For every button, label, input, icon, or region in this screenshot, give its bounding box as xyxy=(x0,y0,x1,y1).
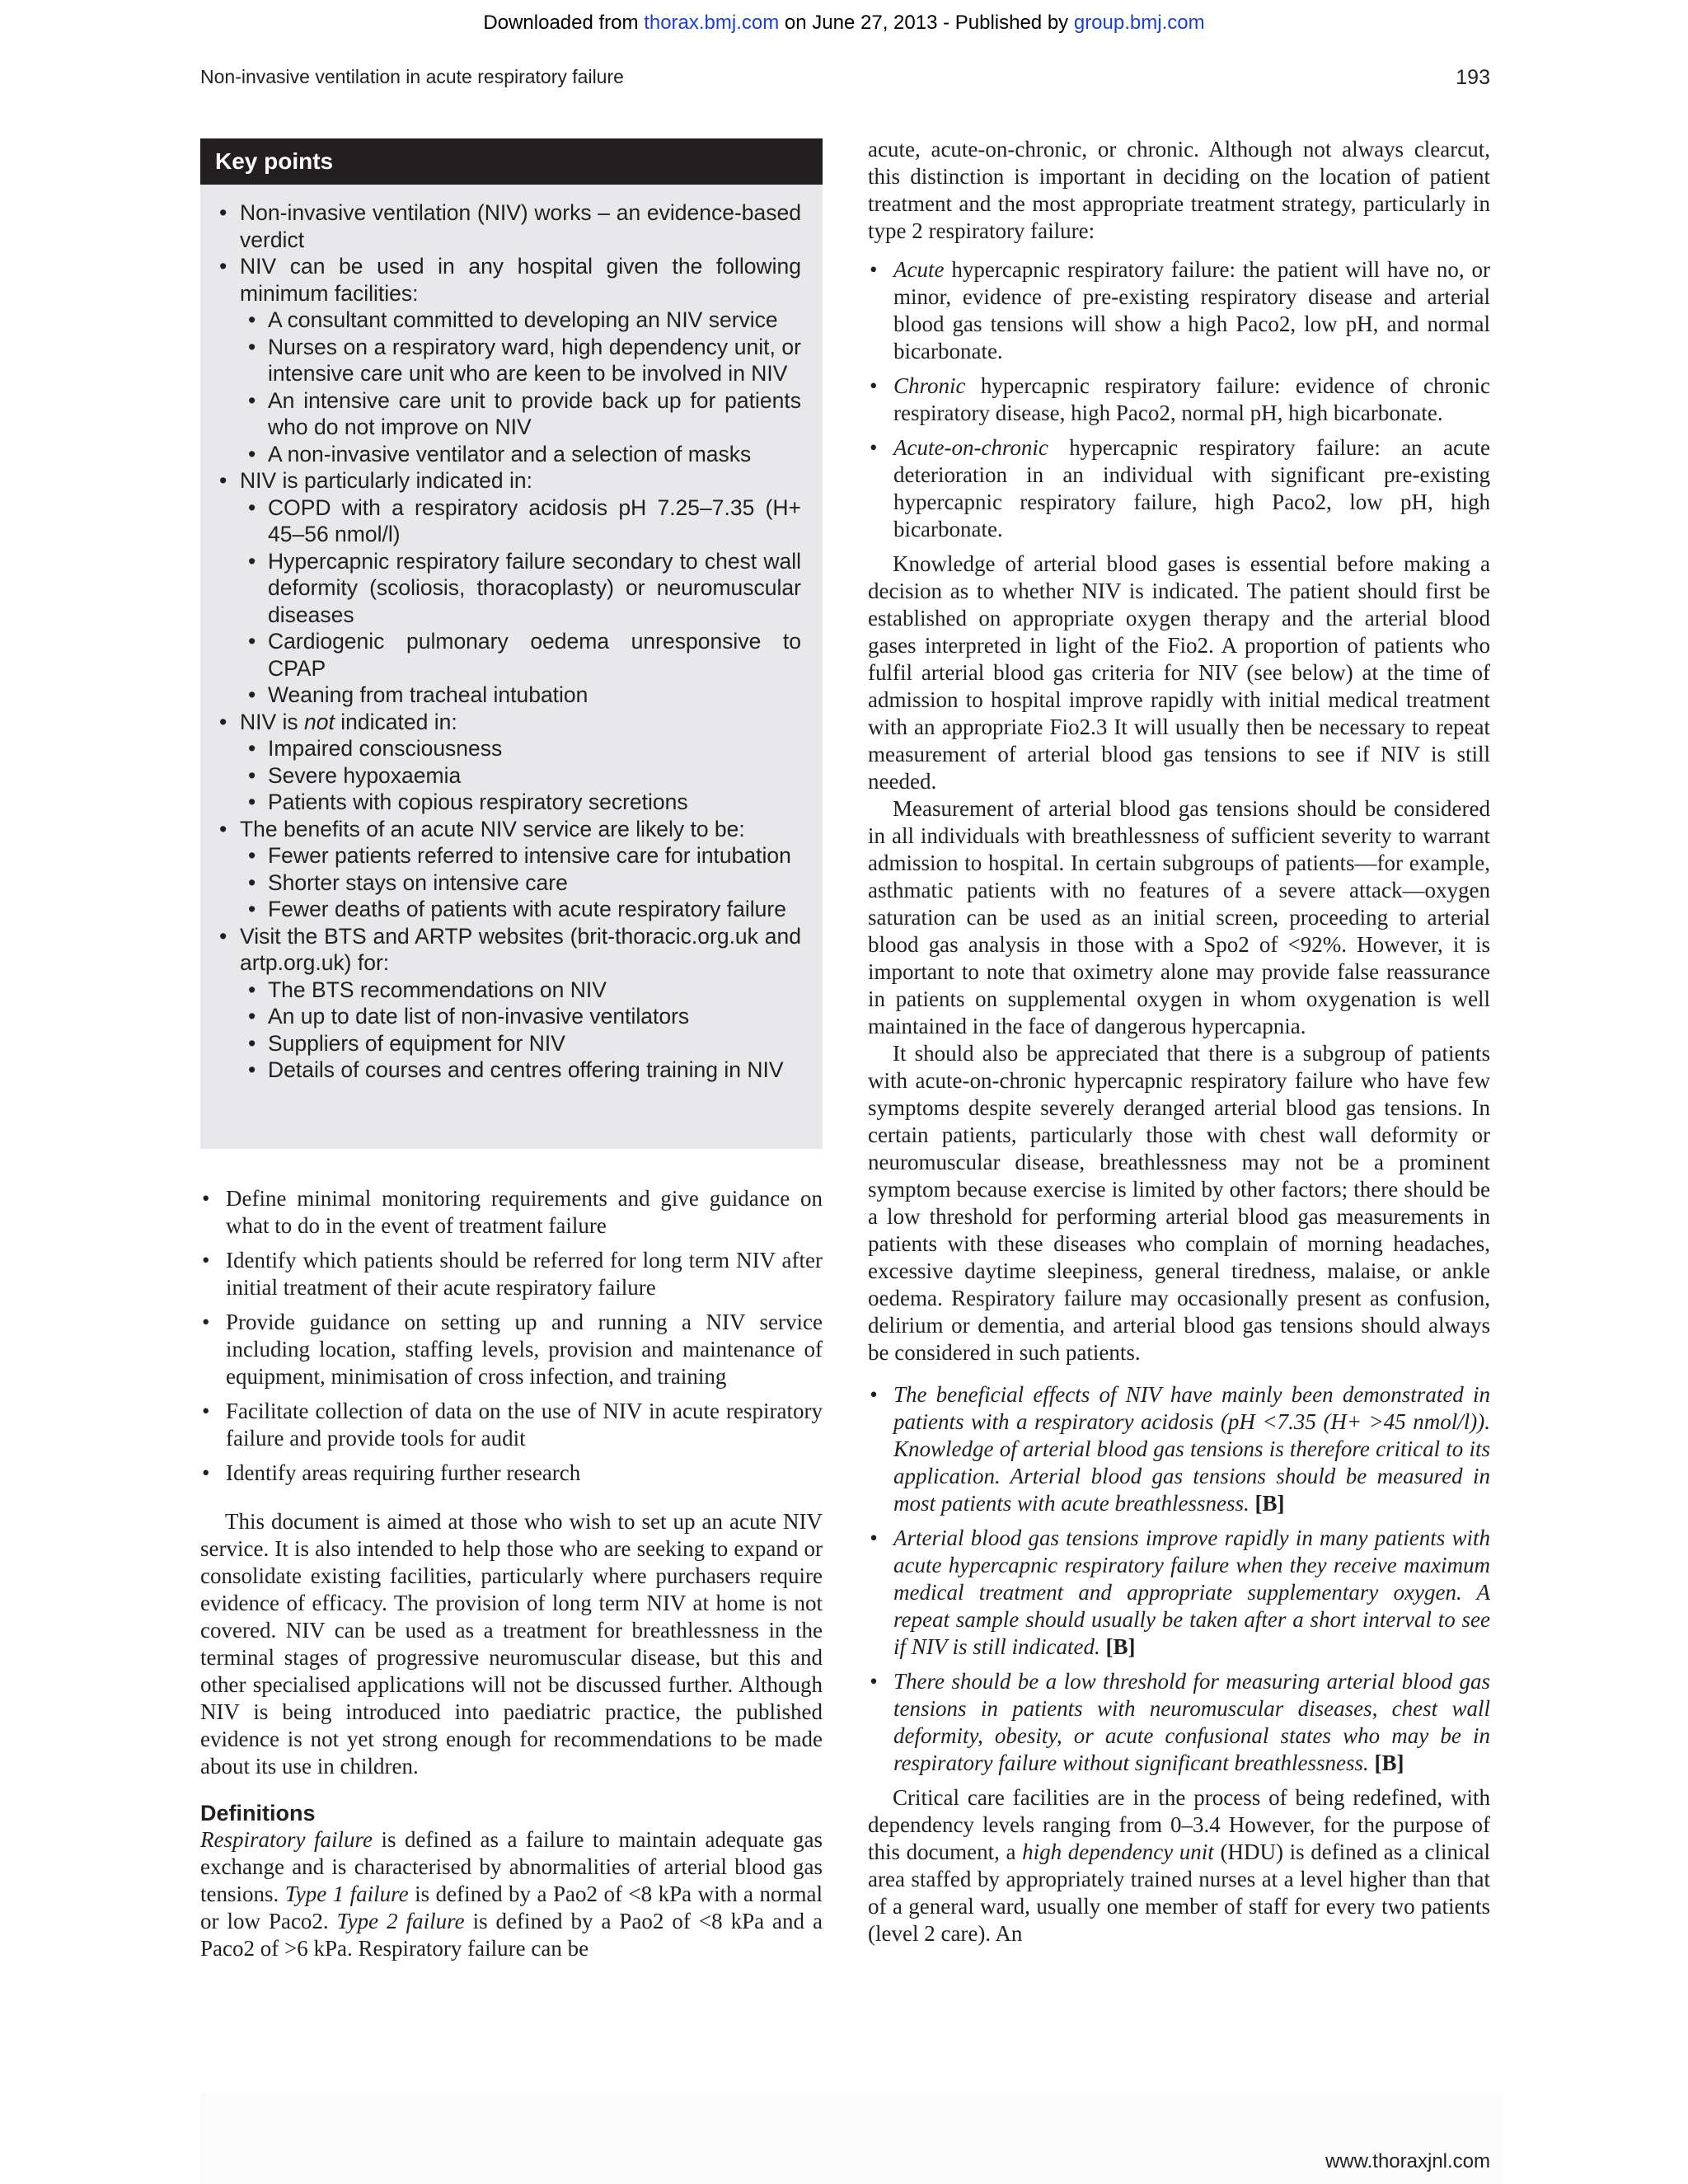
key-point-subitem: • A non-invasive ventilator and a selection of masks xyxy=(217,441,801,468)
subgroup-paragraph: It should also be appreciated that there is a subgroup of patients with acute-on-chronic hypercapnic respiratory failure who have few symptoms despite severely deranged arterial blood gas tensions. In certain patients, particularly those with chest wall deformity or neuromuscular disease, breathlessness may not be a prominent symptom because exercise is limited by other factors; there should be a low threshold for performing arterial blood gas measurements in patients with these diseases who complain of morning headaches, excessive daytime sleepiness, general tiredness, malaise, or ankle oedema. Respiratory failure may occasionally present as confusion, delirium or dementia, and arterial blood gas tensions should always be considered in such patients. xyxy=(868,1041,1490,1365)
key-point-subitem: • Details of courses and centres offering training in NIV xyxy=(217,1057,801,1084)
key-point-subitem: • The BTS recommendations on NIV xyxy=(217,977,801,1004)
key-point-subitem: • Fewer deaths of patients with acute respiratory failure xyxy=(217,896,801,923)
key-point-subitem: • Cardiogenic pulmonary oedema unresponsive to CPAP xyxy=(217,628,801,682)
cc-text-a: Critical care facilities are in the process of being redefined, with dependency levels ranging from 0–3.4 However, for the purpose of this document, a xyxy=(868,1785,1490,1864)
aim-item: • Identify areas requiring further research xyxy=(200,1460,823,1487)
key-point-subitem: • COPD with a respiratory acidosis pH 7.25–7.35 (H+ 45–56 nmol/l) xyxy=(217,494,801,548)
failure-type-item xyxy=(868,373,1490,427)
critical-care-paragraph xyxy=(868,1784,1490,1947)
key-point-item xyxy=(217,199,801,253)
key-point-subitem: • Weaning from tracheal intubation xyxy=(217,682,801,709)
banner-middle: on June 27, 2013 - Published by xyxy=(784,12,1069,34)
failure-type-term: Acute-on-chronic xyxy=(893,435,1048,460)
aim-item: • Identify which patients should be referred for long term NIV after initial treatment of their acute respiratory failure xyxy=(200,1247,823,1301)
recommendation-text: Arterial blood gas tensions improve rapidly in many patients with acute hypercapnic respiratory failure when they receive maximum medical treatment and appropriate supplementary oxygen. A repeat sample should usually be taken after a short interval to see if NIV is still indicated. xyxy=(893,1526,1490,1659)
recommendation-item xyxy=(868,1668,1490,1777)
key-point-subitem: • Shorter stays on intensive care xyxy=(217,869,801,897)
key-point-text: NIV can be used in any hospital given the following minimum facilities: xyxy=(240,254,801,306)
failure-types-list xyxy=(868,256,1490,543)
footer-url[interactable]: www.thoraxjnl.com xyxy=(1325,2150,1490,2172)
aim-item: • Define minimal monitoring requirements and give guidance on what to do in the event of treatment failure xyxy=(200,1185,823,1240)
key-point-item xyxy=(217,253,801,307)
term-type1: Type 1 failure xyxy=(284,1882,409,1906)
key-point-item xyxy=(217,467,801,494)
key-points-title: Key points xyxy=(200,138,823,185)
key-point-subitem: • Fewer patients referred to intensive care for intubation xyxy=(217,842,801,869)
key-point-text-post: indicated in: xyxy=(334,709,457,734)
recommendation-item xyxy=(868,1381,1490,1517)
definitions-heading: Definitions xyxy=(200,1801,316,1825)
key-point-subitem: • Severe hypoxaemia xyxy=(217,762,801,790)
def-text-3: is defined by a Pao2 of <8 kPa and a Paco2 of >6 kPa. Respiratory failure can be xyxy=(200,1909,823,1961)
failure-type-text: hypercapnic respiratory failure: an acute deterioration in an individual with significant pre-existing hypercapnic respiratory failure, high Paco2, low pH, high bicarbonate. xyxy=(893,435,1490,541)
aim-item: • Provide guidance on setting up and running a NIV service including location, staffing levels, provision and maintenance of equipment, minimisation of cross infection, and training xyxy=(200,1309,823,1390)
left-body xyxy=(200,1185,823,1962)
key-point-subitem: • Hypercapnic respiratory failure secondary to chest wall deformity (scoliosis, thoracoplasty) or neuromuscular diseases xyxy=(217,548,801,629)
recommendations-list xyxy=(868,1381,1490,1777)
key-point-subitem: • Suppliers of equipment for NIV xyxy=(217,1030,801,1057)
running-head xyxy=(200,66,1490,99)
key-point-text: Non-invasive ventilation (NIV) works – an evidence-based verdict xyxy=(240,200,801,252)
failure-type-term: Acute xyxy=(893,257,945,282)
definitions-paragraph xyxy=(200,1826,823,1962)
recommendation-text: There should be a low threshold for measuring arterial blood gas tensions in patients with neuromuscular diseases, chest wall deformity, obesity, or acute confusional states who may be in respiratory failure without significant breathlessness. xyxy=(893,1669,1490,1775)
failure-type-text: hypercapnic respiratory failure: the patient will have no, or minor, evidence of pre-existing respiratory disease and arterial blood gas tensions will show a high Paco2, low pH, and normal bicarbonate. xyxy=(893,257,1490,363)
key-point-subitem: • An intensive care unit to provide back up for patients who do not improve on NIV xyxy=(217,387,801,441)
evidence-grade: [B] xyxy=(1254,1491,1285,1516)
abg-paragraph: Knowledge of arterial blood gases is essential before making a decision as to whether NIV is indicated. The patient should first be established on appropriate oxygen therapy and the arterial blood gases interpreted in light of the Fio2. A proportion of patients who fulfil arterial blood gas criteria for NIV (see below) at the time of admission to hospital improve rapidly with initial medical treatment with an appropriate Fio2.3 It will usually then be necessary to repeat measurement of arterial blood gas tensions to see if NIV is still needed. xyxy=(868,551,1490,794)
key-point-text-pre: NIV is xyxy=(240,709,305,734)
key-point-item xyxy=(217,709,801,736)
key-point-text: The benefits of an acute NIV service are likely to be: xyxy=(240,816,745,841)
intro-paragraph: This document is aimed at those who wish to set up an acute NIV service. It is also intended to help those who are seeking to expand or consolidate existing facilities, particularly where purchasers require evidence of efficacy. The provision of long term NIV at home is not covered. NIV can be used as a treatment for breathlessness in the terminal stages of progressive neuromuscular disease, but this and other specialised applications will not be discussed further. Although NIV is being introduced into paediatric practice, the published evidence is not yet strong enough for recommendations to be made about its use in children. xyxy=(200,1509,823,1779)
key-point-subitem: • Nurses on a respiratory ward, high dependency unit, or intensive care unit who are keen to be involved in NIV xyxy=(217,334,801,387)
evidence-grade: [B] xyxy=(1374,1750,1404,1775)
failure-type-text: hypercapnic respiratory failure: evidence of chronic respiratory disease, high Paco2, normal pH, high bicarbonate. xyxy=(893,373,1490,425)
key-points-list xyxy=(200,185,823,1084)
download-banner xyxy=(0,12,1688,35)
key-point-subitem: • An up to date list of non-invasive ventilators xyxy=(217,1003,801,1030)
key-point-item xyxy=(217,923,801,977)
term-type2: Type 2 failure xyxy=(336,1909,465,1933)
failure-type-term: Chronic xyxy=(893,373,966,398)
measurement-paragraph: Measurement of arterial blood gas tensions should be considered in all individuals with breathlessness of sufficient severity to warrant admission to hospital. In certain subgroups of patients—for example, asthmatic patients with no features of a severe attack—oxygen saturation can be used as an initial screen, proceeding to arterial blood gas analysis in those with a Spo2 of <92%. However, it is important to note that oximetry alone may provide false reassurance in patients on supplemental oxygen in whom oxygenation is well maintained in the face of dangerous hypercapnia. xyxy=(868,796,1490,1038)
page-bottom-shade xyxy=(200,2093,1503,2184)
key-point-emphasis: not xyxy=(304,709,335,734)
key-point-text: Visit the BTS and ARTP websites (brit-thoracic.org.uk and artp.org.uk) for: xyxy=(240,923,801,975)
page-number: 193 xyxy=(1456,66,1490,89)
types-intro-paragraph: acute, acute-on-chronic, or chronic. Although not always clearcut, this distinction is important in deciding on the location of patient treatment and the most appropriate treatment strategy, particularly in type 2 respiratory failure: xyxy=(868,137,1490,243)
site-link[interactable]: thorax.bmj.com xyxy=(644,12,780,34)
aim-item: • Facilitate collection of data on the use of NIV in acute respiratory failure and provide tools for audit xyxy=(200,1398,823,1452)
banner-prefix: Downloaded from xyxy=(483,12,639,34)
publisher-link[interactable]: group.bmj.com xyxy=(1073,12,1205,34)
failure-type-item xyxy=(868,256,1490,365)
recommendation-text: The beneficial effects of NIV have mainly been demonstrated in patients with a respiratory acidosis (pH <7.35 (H+ >45 nmol/l)). Knowledge of arterial blood gas tensions is therefore critical to its application. Arterial blood gas tensions should be measured in most patients with acute breathlessness. xyxy=(893,1382,1490,1516)
running-head-title: Non-invasive ventilation in acute respiratory failure xyxy=(200,66,624,87)
key-point-subitem: • A consultant committed to developing an NIV service xyxy=(217,307,801,334)
cc-text-b: (HDU) is defined as a clinical area staffed by appropriately trained nurses at a level higher than that of a general ward, usually one member of staff for every two patients (level 2 care). An xyxy=(868,1840,1491,1946)
evidence-grade: [B] xyxy=(1105,1634,1136,1659)
right-column xyxy=(868,136,1490,1947)
recommendation-item xyxy=(868,1525,1490,1661)
def-text-1: is defined as a failure to maintain adequate gas exchange and is characterised by abnormalities of arterial blood gas tensions. xyxy=(200,1827,823,1906)
left-column xyxy=(200,138,823,1962)
key-point-text: NIV is particularly indicated in: xyxy=(240,468,532,493)
failure-type-item xyxy=(868,434,1490,543)
key-point-subitem: • Patients with copious respiratory secretions xyxy=(217,789,801,816)
key-point-subitem: • Impaired consciousness xyxy=(217,735,801,762)
aims-list xyxy=(200,1185,823,1487)
key-point-item xyxy=(217,816,801,843)
def-text-2: is defined by a Pao2 of <8 kPa with a normal or low Paco2. xyxy=(200,1882,823,1933)
term-respiratory-failure: Respiratory failure xyxy=(200,1827,373,1852)
key-points-box xyxy=(200,138,823,1149)
term-hdu: high dependency unit xyxy=(1022,1840,1214,1864)
